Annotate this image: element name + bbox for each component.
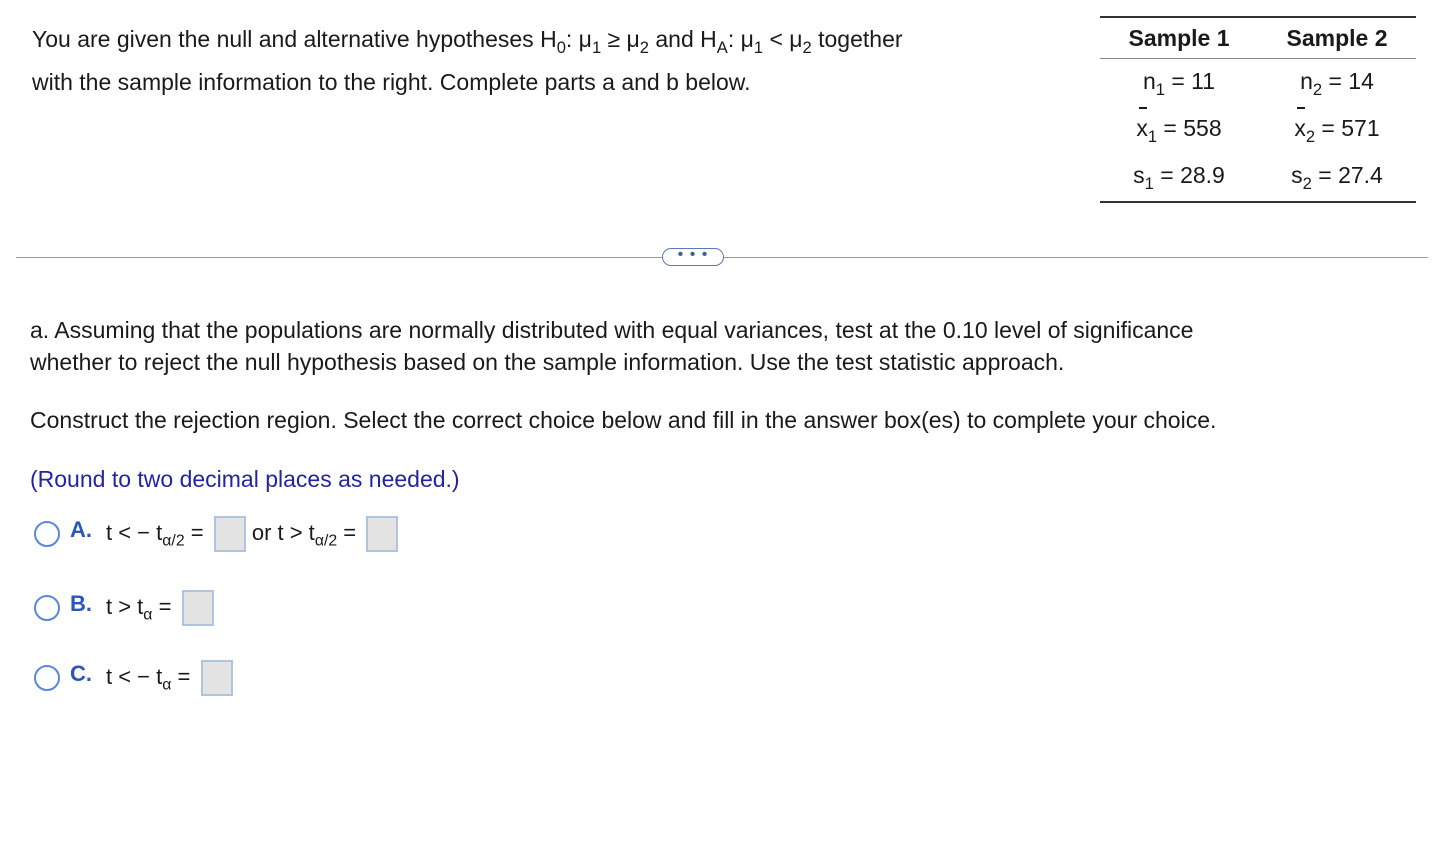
option-a-input-right[interactable] [366,516,398,552]
option-a-radio[interactable] [34,521,60,547]
option-b-radio[interactable] [34,595,60,621]
expand-more-button[interactable]: • • • [662,248,724,266]
option-a-expression: t < − $t_{\alpha/2}$ = or $t > t_{\alpha/2}$ = [106,516,398,552]
instruction-text: Construct the rejection region. Select the correct choice below and fill in the answer box(es) to complete your choice. [30,407,1217,433]
option-b-expression: $t > t_\alpha$ = [106,590,214,626]
option-b[interactable] [34,590,214,626]
table-row-s [1100,152,1416,198]
n1-value: $n_1 = 11$ [1142,68,1216,99]
x1-value: $x_1 = 558$ [1100,104,1258,152]
s2-value: $s_2 = 27.4$ [1291,162,1383,193]
part-a-text: a. Assuming that the populations are normally distributed with equal variances, test at the 0.10 level of significance whether to reject the null hypothesis based on the sample information. Use the test statistic approach. [30,317,1194,375]
table-row-n [1100,59,1416,104]
x2-value: $x_2 = 571$ [1258,104,1416,152]
option-b-input[interactable] [182,590,214,626]
problem-intro [32,18,1072,104]
option-a-label: A. [70,517,92,542]
s1-value: $s_1 = 28.9$ [1133,162,1225,193]
option-a[interactable] [34,516,398,552]
option-c[interactable] [34,660,233,696]
table-header-row [1100,18,1416,59]
option-c-radio[interactable] [34,665,60,691]
option-c-label: C. [70,661,92,686]
header-sample-2: Sample 2 [1286,25,1388,51]
sample-info-table [1100,16,1416,203]
table-row-xbar [1100,104,1416,152]
option-a-input-left[interactable] [214,516,246,552]
header-sample-1: Sample 1 [1128,25,1230,51]
intro-line-2: with the sample information to the right. Complete parts a and b below. [32,69,751,95]
intro-line-1: You are given the null and alternative hypotheses $H_0$: $\mu_1 \ge \mu_2$ and $H_A$: $\mu_1 < \mu_2$ together [32,26,903,57]
option-c-input[interactable] [201,660,233,696]
option-b-label: B. [70,591,92,616]
n2-value: $n_2 = 14$ [1300,68,1374,99]
rounding-note: (Round to two decimal places as needed.) [30,466,460,492]
option-c-expression: t < − $t_\alpha$ = [106,660,233,696]
